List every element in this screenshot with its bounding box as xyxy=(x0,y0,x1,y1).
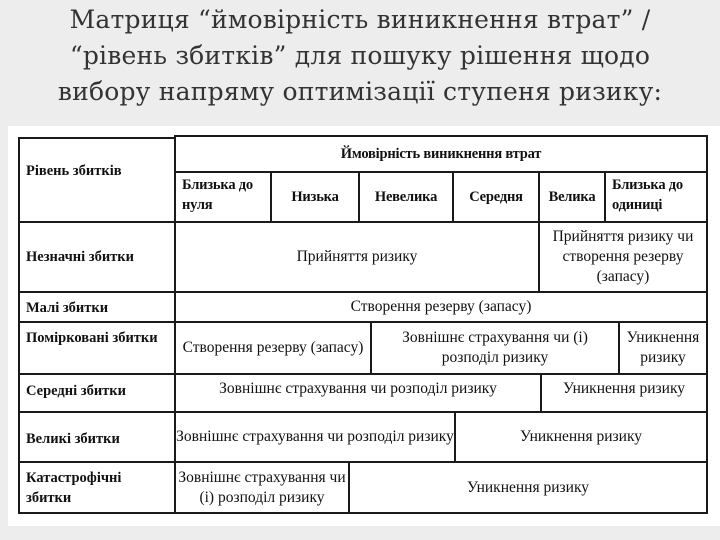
cell-catastrophic-insurance: Зовнішнє страхування чи (і) розподіл ризику xyxy=(174,461,350,514)
prob-col-medium: Середня xyxy=(452,171,540,223)
row-label-insignificant: Незначні збитки xyxy=(18,221,176,293)
slide-title xyxy=(0,2,720,110)
row-label-medium: Середні збитки xyxy=(18,373,176,413)
matrix-table xyxy=(8,126,720,526)
row-label-small: Малі збитки xyxy=(18,291,176,323)
prob-col-near-zero: Близька до нуля xyxy=(174,171,272,223)
title-line-1: Матриця “ймовірність виникнення втрат” / xyxy=(69,5,651,34)
cell-large-avoid: Уникнення ризику xyxy=(454,411,708,463)
corner-header: Рівень збитків xyxy=(18,137,176,223)
row-label-moderate: Помірковані збитки xyxy=(18,321,176,375)
probability-header: Ймовірність виникнення втрат xyxy=(174,135,708,173)
cell-small-reserve: Створення резерву (запасу) xyxy=(174,291,708,323)
title-line-3: вибору напряму оптимізації ступеня ризику: xyxy=(57,77,663,106)
cell-insignificant-accept-or-reserve: Прийняття ризику чи створення резерву (запасу) xyxy=(538,221,708,293)
prob-col-high: Велика xyxy=(538,171,606,223)
cell-large-insurance: Зовнішнє страхування чи розподіл ризику xyxy=(174,411,456,463)
title-line-2: “рівень збитків” для пошуку рішення щодо xyxy=(69,41,651,70)
cell-moderate-reserve: Створення резерву (запасу) xyxy=(174,321,372,375)
prob-col-near-one: Близька до одиниці xyxy=(604,171,708,223)
row-label-catastrophic: Катастрофічні збитки xyxy=(18,461,176,514)
cell-insignificant-accept: Прийняття ризику xyxy=(174,221,540,293)
cell-moderate-avoid: Уникнення ризику xyxy=(618,321,708,375)
cell-medium-avoid: Уникнення ризику xyxy=(540,373,708,413)
prob-col-small: Невелика xyxy=(358,171,454,223)
cell-catastrophic-avoid: Уникнення ризику xyxy=(348,461,708,514)
prob-col-low: Низька xyxy=(270,171,360,223)
row-label-large: Великі збитки xyxy=(18,411,176,463)
cell-moderate-insurance: Зовнішнє страхування чи (і) розподіл ризику xyxy=(370,321,620,375)
cell-medium-insurance: Зовнішнє страхування чи розподіл ризику xyxy=(174,373,542,413)
